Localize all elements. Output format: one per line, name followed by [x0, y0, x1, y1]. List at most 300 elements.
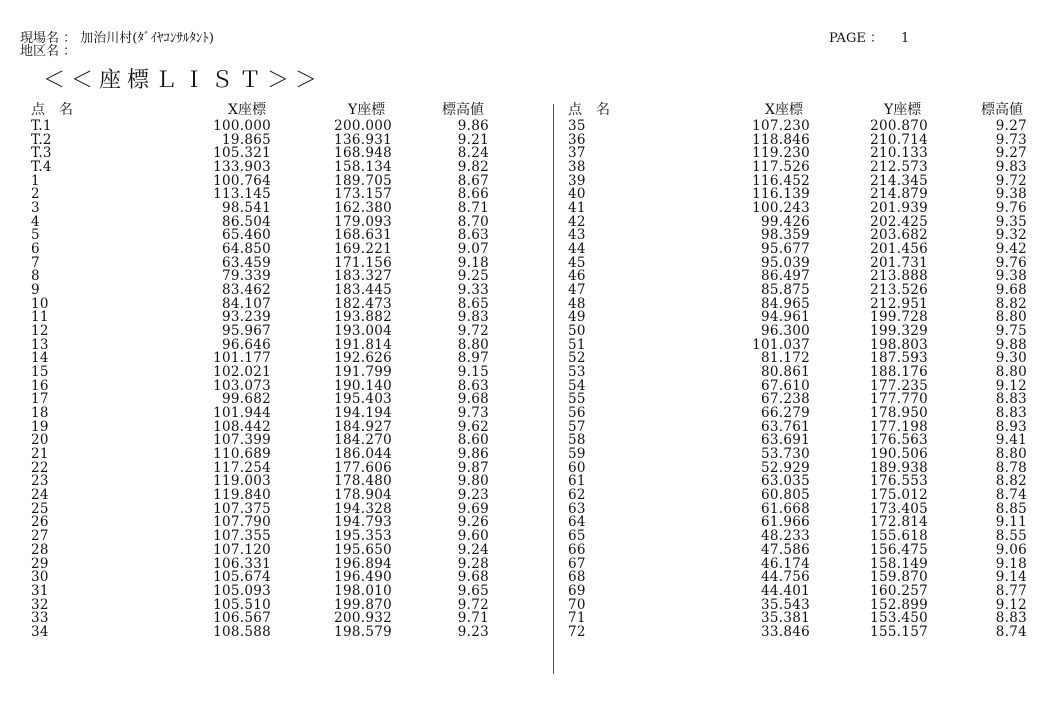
x-coordinate-cell: 119.840: [213, 487, 271, 504]
point-name-cell: 16: [31, 377, 49, 394]
y-coordinate-cell: 201.456: [870, 241, 928, 258]
y-coordinate-cell: 201.731: [870, 254, 928, 271]
point-name-cell: 2: [31, 186, 40, 203]
point-name-cell: 38: [568, 159, 586, 176]
x-coordinate-cell: 67.610: [760, 377, 810, 394]
elevation-cell: 8.66: [457, 186, 489, 203]
point-name-cell: 65: [568, 528, 586, 545]
y-coordinate-cell: 169.221: [334, 241, 392, 258]
y-coordinate-cell: 189.938: [870, 459, 928, 476]
y-coordinate-cell: 172.814: [870, 514, 928, 531]
elevation-cell: 9.06: [995, 541, 1027, 558]
y-coordinate-cell: 202.425: [870, 213, 928, 230]
page-number: 1: [900, 31, 910, 46]
x-coordinate-cell: 96.300: [760, 323, 810, 340]
y-coordinate-cell: 178.904: [334, 487, 392, 504]
x-coordinate-cell: 53.730: [760, 446, 810, 463]
y-coordinate-cell: 178.480: [334, 473, 392, 490]
x-coordinate-cell: 117.254: [213, 459, 271, 476]
y-coordinate-cell: 201.939: [870, 200, 928, 217]
elevation-cell: 8.80: [457, 336, 489, 353]
elevation-cell: 8.83: [995, 610, 1027, 627]
y-coordinate-cell: 198.579: [334, 623, 392, 640]
site-name-value: 加治川村(ﾀﾞｲﾔｺﾝｻﾙﾀﾝﾄ): [80, 31, 214, 46]
x-coordinate-cell: 107.355: [213, 528, 271, 545]
x-coordinate-cell: 102.021: [213, 364, 271, 381]
y-coordinate-cell: 136.931: [334, 131, 392, 148]
y-coordinate-cell: 187.593: [870, 350, 928, 367]
point-name-cell: 67: [568, 555, 586, 572]
point-name-cell: 57: [568, 418, 586, 435]
x-coordinate-cell: 67.238: [760, 391, 810, 408]
x-coordinate-cell: 107.230: [752, 118, 810, 134]
point-name-cell: 7: [31, 254, 40, 271]
point-name-cell: T.4: [31, 159, 52, 176]
right-header-y: Y座標: [884, 102, 922, 118]
y-coordinate-cell: 200.932: [334, 610, 392, 627]
x-coordinate-cell: 94.961: [760, 309, 810, 326]
x-coordinate-cell: 119.230: [752, 145, 810, 162]
elevation-cell: 9.33: [457, 282, 489, 299]
elevation-cell: 8.74: [995, 623, 1027, 640]
x-coordinate-cell: 64.850: [221, 241, 271, 258]
point-name-cell: 39: [568, 172, 586, 189]
y-coordinate-cell: 191.814: [334, 336, 392, 353]
point-name-cell: 43: [568, 227, 586, 244]
left-header-y: Y座標: [348, 102, 386, 118]
elevation-cell: 8.97: [457, 350, 489, 367]
y-coordinate-cell: 177.198: [870, 418, 928, 435]
point-name-cell: 4: [31, 213, 40, 230]
page-title: ＜＜座標ＬＩＳＴ＞＞: [43, 68, 324, 93]
x-coordinate-cell: 52.929: [760, 459, 810, 476]
table-row: [31, 623, 491, 640]
point-name-cell: 68: [568, 569, 586, 586]
elevation-cell: 9.72: [457, 596, 489, 613]
elevation-cell: 9.86: [457, 118, 489, 134]
point-name-cell: 69: [568, 582, 586, 599]
elevation-cell: 9.83: [457, 309, 489, 326]
x-coordinate-cell: 35.381: [760, 610, 810, 627]
x-coordinate-cell: 119.003: [213, 473, 271, 490]
elevation-cell: 9.12: [995, 596, 1027, 613]
x-coordinate-cell: 63.691: [760, 432, 810, 449]
x-coordinate-cell: 98.359: [760, 227, 810, 244]
x-coordinate-cell: 81.172: [760, 350, 810, 367]
x-coordinate-cell: 100.764: [213, 172, 271, 189]
y-coordinate-cell: 198.010: [334, 582, 392, 599]
y-coordinate-cell: 158.134: [334, 159, 392, 176]
point-name-cell: 47: [568, 282, 586, 299]
x-coordinate-cell: 86.504: [221, 213, 271, 230]
y-coordinate-cell: 162.380: [334, 200, 392, 217]
point-name-cell: 53: [568, 364, 586, 381]
elevation-cell: 8.83: [995, 391, 1027, 408]
elevation-cell: 8.63: [457, 377, 489, 394]
elevation-cell: 8.82: [995, 295, 1027, 312]
elevation-cell: 9.68: [995, 282, 1027, 299]
y-coordinate-cell: 203.682: [870, 227, 928, 244]
y-coordinate-cell: 184.927: [334, 418, 392, 435]
x-coordinate-cell: 44.756: [760, 569, 810, 586]
y-coordinate-cell: 194.328: [334, 500, 392, 517]
point-name-cell: 37: [568, 145, 586, 162]
y-coordinate-cell: 212.951: [870, 295, 928, 312]
y-coordinate-cell: 214.345: [870, 172, 928, 189]
y-coordinate-cell: 152.899: [870, 596, 928, 613]
elevation-cell: 8.67: [457, 172, 489, 189]
elevation-cell: 8.74: [995, 487, 1027, 504]
column-divider: [553, 104, 554, 674]
y-coordinate-cell: 178.950: [870, 405, 928, 422]
x-coordinate-cell: 84.107: [221, 295, 271, 312]
elevation-cell: 8.71: [457, 200, 489, 217]
x-coordinate-cell: 105.321: [213, 145, 271, 162]
elevation-cell: 8.82: [995, 473, 1027, 490]
elevation-cell: 8.85: [995, 500, 1027, 517]
y-coordinate-cell: 175.012: [870, 487, 928, 504]
y-coordinate-cell: 191.799: [334, 364, 392, 381]
elevation-cell: 9.42: [995, 241, 1027, 258]
y-coordinate-cell: 193.882: [334, 309, 392, 326]
elevation-cell: 9.80: [457, 473, 489, 490]
y-coordinate-cell: 200.000: [334, 118, 392, 134]
y-coordinate-cell: 200.870: [870, 118, 928, 134]
point-name-cell: 8: [31, 268, 40, 285]
y-coordinate-cell: 177.606: [334, 459, 392, 476]
elevation-cell: 9.76: [995, 200, 1027, 217]
point-name-cell: 25: [31, 500, 49, 517]
point-name-cell: 18: [31, 405, 49, 422]
point-name-cell: 40: [568, 186, 586, 203]
elevation-cell: 9.14: [995, 569, 1027, 586]
coordinate-table-right: [568, 120, 1026, 640]
point-name-cell: 5: [31, 227, 40, 244]
x-coordinate-cell: 105.093: [213, 582, 271, 599]
elevation-cell: 9.11: [995, 514, 1027, 531]
point-name-cell: 42: [568, 213, 586, 230]
point-name-cell: T.2: [31, 131, 52, 148]
point-name-cell: 56: [568, 405, 586, 422]
x-coordinate-cell: 116.139: [752, 186, 810, 203]
elevation-cell: 9.07: [457, 241, 489, 258]
y-coordinate-cell: 189.705: [334, 172, 392, 189]
x-coordinate-cell: 103.073: [213, 377, 271, 394]
x-coordinate-cell: 101.037: [752, 336, 810, 353]
y-coordinate-cell: 190.140: [334, 377, 392, 394]
x-coordinate-cell: 19.865: [221, 131, 271, 148]
y-coordinate-cell: 199.728: [870, 309, 928, 326]
y-coordinate-cell: 196.490: [334, 569, 392, 586]
x-coordinate-cell: 107.399: [213, 432, 271, 449]
point-name-cell: 50: [568, 323, 586, 340]
y-coordinate-cell: 168.631: [334, 227, 392, 244]
point-name-cell: 17: [31, 391, 49, 408]
y-coordinate-cell: 186.044: [334, 446, 392, 463]
elevation-cell: 9.68: [457, 569, 489, 586]
elevation-cell: 9.68: [457, 391, 489, 408]
elevation-cell: 9.82: [457, 159, 489, 176]
elevation-cell: 8.80: [995, 309, 1027, 326]
y-coordinate-cell: 177.235: [870, 377, 928, 394]
point-name-cell: 15: [31, 364, 49, 381]
elevation-cell: 9.12: [995, 377, 1027, 394]
y-coordinate-cell: 155.618: [870, 528, 928, 545]
x-coordinate-cell: 100.243: [752, 200, 810, 217]
elevation-cell: 9.73: [457, 405, 489, 422]
y-coordinate-cell: 176.563: [870, 432, 928, 449]
x-coordinate-cell: 35.543: [760, 596, 810, 613]
x-coordinate-cell: 85.875: [760, 282, 810, 299]
x-coordinate-cell: 95.677: [760, 241, 810, 258]
x-coordinate-cell: 79.339: [221, 268, 271, 285]
point-name-cell: 54: [568, 377, 586, 394]
point-name-cell: 59: [568, 446, 586, 463]
left-header-point: 点 名: [31, 102, 73, 118]
elevation-cell: 9.18: [457, 254, 489, 271]
x-coordinate-cell: 93.239: [221, 309, 271, 326]
elevation-cell: 9.30: [995, 350, 1027, 367]
x-coordinate-cell: 101.177: [213, 350, 271, 367]
elevation-cell: 9.86: [457, 446, 489, 463]
elevation-cell: 8.60: [457, 432, 489, 449]
coordinate-table-left: [31, 120, 491, 640]
y-coordinate-cell: 182.473: [334, 295, 392, 312]
elevation-cell: 8.83: [995, 405, 1027, 422]
x-coordinate-cell: 99.426: [760, 213, 810, 230]
x-coordinate-cell: 110.689: [213, 446, 271, 463]
x-coordinate-cell: 80.861: [760, 364, 810, 381]
elevation-cell: 9.26: [457, 514, 489, 531]
elevation-cell: 9.72: [995, 172, 1027, 189]
y-coordinate-cell: 171.156: [334, 254, 392, 271]
elevation-cell: 9.69: [457, 500, 489, 517]
x-coordinate-cell: 107.375: [213, 500, 271, 517]
x-coordinate-cell: 95.039: [760, 254, 810, 271]
elevation-cell: 8.78: [995, 459, 1027, 476]
x-coordinate-cell: 101.944: [213, 405, 271, 422]
elevation-cell: 9.72: [457, 323, 489, 340]
point-name-cell: T.3: [31, 145, 52, 162]
point-name-cell: 46: [568, 268, 586, 285]
y-coordinate-cell: 183.327: [334, 268, 392, 285]
x-coordinate-cell: 116.452: [752, 172, 810, 189]
elevation-cell: 8.70: [457, 213, 489, 230]
y-coordinate-cell: 179.093: [334, 213, 392, 230]
x-coordinate-cell: 83.462: [221, 282, 271, 299]
y-coordinate-cell: 210.133: [870, 145, 928, 162]
point-name-cell: 49: [568, 309, 586, 326]
y-coordinate-cell: 183.445: [334, 282, 392, 299]
y-coordinate-cell: 190.506: [870, 446, 928, 463]
x-coordinate-cell: 108.588: [213, 623, 271, 640]
point-name-cell: 1: [31, 172, 40, 189]
y-coordinate-cell: 195.403: [334, 391, 392, 408]
point-name-cell: 23: [31, 473, 49, 490]
point-name-cell: 72: [568, 623, 586, 640]
elevation-cell: 9.18: [995, 555, 1027, 572]
elevation-cell: 8.55: [995, 528, 1027, 545]
point-name-cell: 51: [568, 336, 586, 353]
x-coordinate-cell: 61.966: [760, 514, 810, 531]
y-coordinate-cell: 199.870: [334, 596, 392, 613]
x-coordinate-cell: 61.668: [760, 500, 810, 517]
left-header-x: X座標: [228, 102, 266, 118]
point-name-cell: 44: [568, 241, 586, 258]
y-coordinate-cell: 159.870: [870, 569, 928, 586]
left-header-z: 標高値: [442, 102, 484, 118]
point-name-cell: 70: [568, 596, 586, 613]
y-coordinate-cell: 188.176: [870, 364, 928, 381]
point-name-cell: 45: [568, 254, 586, 271]
y-coordinate-cell: 153.450: [870, 610, 928, 627]
elevation-cell: 9.83: [995, 159, 1027, 176]
elevation-cell: 9.25: [457, 268, 489, 285]
elevation-cell: 8.80: [995, 364, 1027, 381]
point-name-cell: 28: [31, 541, 49, 558]
elevation-cell: 8.24: [457, 145, 489, 162]
x-coordinate-cell: 66.279: [760, 405, 810, 422]
point-name-cell: 52: [568, 350, 586, 367]
elevation-cell: 9.88: [995, 336, 1027, 353]
x-coordinate-cell: 107.790: [213, 514, 271, 531]
x-coordinate-cell: 107.120: [213, 541, 271, 558]
x-coordinate-cell: 105.674: [213, 569, 271, 586]
point-name-cell: 64: [568, 514, 586, 531]
elevation-cell: 9.75: [995, 323, 1027, 340]
y-coordinate-cell: 173.405: [870, 500, 928, 517]
elevation-cell: 9.15: [457, 364, 489, 381]
point-name-cell: 21: [31, 446, 49, 463]
y-coordinate-cell: 173.157: [334, 186, 392, 203]
point-name-cell: 61: [568, 473, 586, 490]
elevation-cell: 9.23: [457, 487, 489, 504]
x-coordinate-cell: 106.331: [213, 555, 271, 572]
point-name-cell: 29: [31, 555, 49, 572]
x-coordinate-cell: 63.761: [760, 418, 810, 435]
point-name-cell: 27: [31, 528, 49, 545]
x-coordinate-cell: 99.682: [221, 391, 271, 408]
point-name-cell: 20: [31, 432, 49, 449]
y-coordinate-cell: 156.475: [870, 541, 928, 558]
point-name-cell: 58: [568, 432, 586, 449]
y-coordinate-cell: 184.270: [334, 432, 392, 449]
point-name-cell: 6: [31, 241, 40, 258]
point-name-cell: 63: [568, 500, 586, 517]
y-coordinate-cell: 198.803: [870, 336, 928, 353]
point-name-cell: 9: [31, 282, 40, 299]
point-name-cell: 24: [31, 487, 49, 504]
y-coordinate-cell: 193.004: [334, 323, 392, 340]
y-coordinate-cell: 195.353: [334, 528, 392, 545]
x-coordinate-cell: 86.497: [760, 268, 810, 285]
elevation-cell: 9.38: [995, 268, 1027, 285]
point-name-cell: 26: [31, 514, 49, 531]
x-coordinate-cell: 113.145: [213, 186, 271, 203]
x-coordinate-cell: 105.510: [213, 596, 271, 613]
y-coordinate-cell: 214.879: [870, 186, 928, 203]
elevation-cell: 9.76: [995, 254, 1027, 271]
elevation-cell: 8.93: [995, 418, 1027, 435]
point-name-cell: 71: [568, 610, 586, 627]
page-indicator: [829, 32, 909, 46]
point-name-cell: 66: [568, 541, 586, 558]
elevation-cell: 9.41: [995, 432, 1027, 449]
x-coordinate-cell: 84.965: [760, 295, 810, 312]
elevation-cell: 8.77: [995, 582, 1027, 599]
x-coordinate-cell: 118.846: [752, 131, 810, 148]
elevation-cell: 9.27: [995, 145, 1027, 162]
point-name-cell: 12: [31, 323, 49, 340]
point-name-cell: 30: [31, 569, 49, 586]
point-name-cell: 19: [31, 418, 49, 435]
x-coordinate-cell: 117.526: [752, 159, 810, 176]
x-coordinate-cell: 95.967: [221, 323, 271, 340]
point-name-cell: 14: [31, 350, 49, 367]
right-header-x: X座標: [765, 102, 803, 118]
point-name-cell: 31: [31, 582, 49, 599]
elevation-cell: 9.23: [457, 623, 489, 640]
point-name-cell: 10: [31, 295, 49, 312]
right-header-point: 点 名: [568, 102, 610, 118]
elevation-cell: 8.65: [457, 295, 489, 312]
elevation-cell: 9.65: [457, 582, 489, 599]
y-coordinate-cell: 155.157: [870, 623, 928, 640]
elevation-cell: 9.73: [995, 131, 1027, 148]
elevation-cell: 9.24: [457, 541, 489, 558]
elevation-cell: 8.80: [995, 446, 1027, 463]
x-coordinate-cell: 48.233: [760, 528, 810, 545]
point-name-cell: T.1: [31, 118, 52, 134]
elevation-cell: 9.27: [995, 118, 1027, 134]
elevation-cell: 9.38: [995, 186, 1027, 203]
elevation-cell: 8.63: [457, 227, 489, 244]
x-coordinate-cell: 44.401: [760, 582, 810, 599]
y-coordinate-cell: 192.626: [334, 350, 392, 367]
point-name-cell: 34: [31, 623, 49, 640]
y-coordinate-cell: 212.573: [870, 159, 928, 176]
x-coordinate-cell: 98.541: [221, 200, 271, 217]
x-coordinate-cell: 133.903: [213, 159, 271, 176]
point-name-cell: 11: [31, 309, 49, 326]
y-coordinate-cell: 158.149: [870, 555, 928, 572]
elevation-cell: 9.32: [995, 227, 1027, 244]
district-name-label: 地区名 ：: [20, 44, 77, 59]
elevation-cell: 9.62: [457, 418, 489, 435]
x-coordinate-cell: 33.846: [760, 623, 810, 640]
table-row: [568, 623, 1027, 640]
y-coordinate-cell: 168.948: [334, 145, 392, 162]
y-coordinate-cell: 177.770: [870, 391, 928, 408]
elevation-cell: 9.87: [457, 459, 489, 476]
right-header-z: 標高値: [981, 102, 1023, 118]
page-label: PAGE ：: [829, 31, 883, 46]
elevation-cell: 9.35: [995, 213, 1027, 230]
y-coordinate-cell: 213.526: [870, 282, 928, 299]
point-name-cell: 3: [31, 200, 40, 217]
point-name-cell: 62: [568, 487, 586, 504]
y-coordinate-cell: 196.894: [334, 555, 392, 572]
point-name-cell: 60: [568, 459, 586, 476]
y-coordinate-cell: 199.329: [870, 323, 928, 340]
point-name-cell: 36: [568, 131, 586, 148]
x-coordinate-cell: 96.646: [221, 336, 271, 353]
y-coordinate-cell: 194.194: [334, 405, 392, 422]
x-coordinate-cell: 100.000: [213, 118, 271, 134]
site-name-label: 現場名 ：: [20, 31, 77, 46]
y-coordinate-cell: 210.714: [870, 131, 928, 148]
x-coordinate-cell: 106.567: [213, 610, 271, 627]
